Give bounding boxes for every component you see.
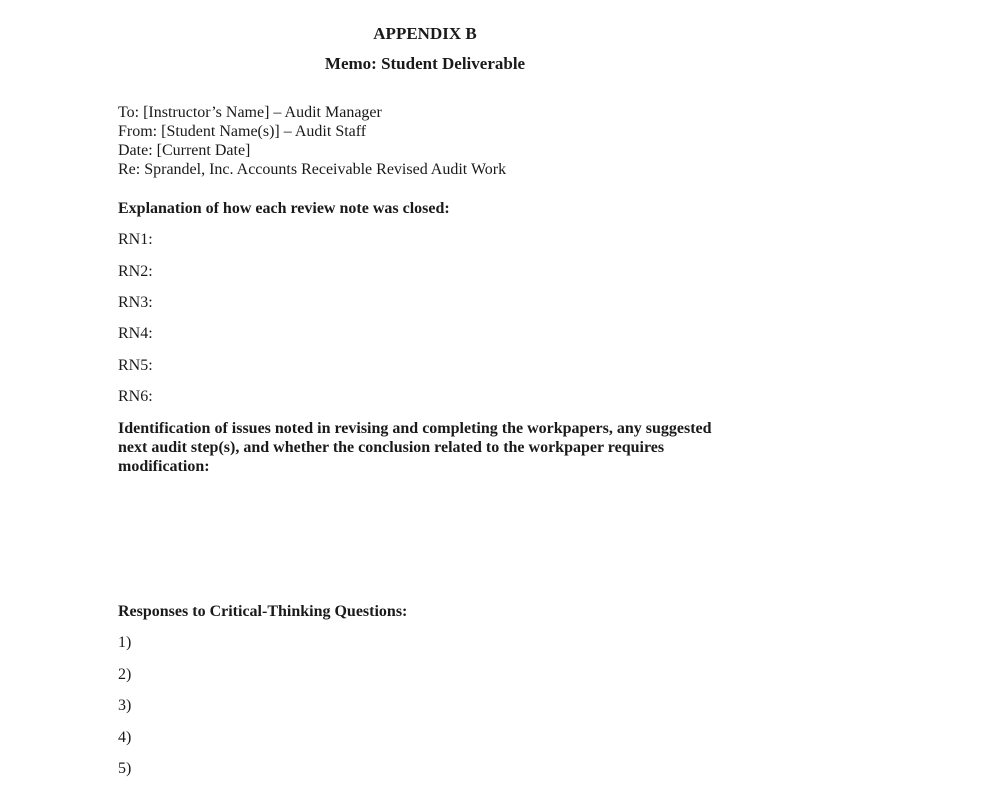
question-number: 3) [118, 697, 132, 714]
identification-heading: Identification of issues noted in revising and completing the workpapers, any suggested next audit step(s), and whether the conclusion related to the workpaper requires modification: [118, 420, 712, 475]
explanation-heading: Explanation of how each review note was closed: [118, 200, 450, 217]
question-number: 5) [118, 760, 132, 777]
appendix-title: APPENDIX B [373, 24, 477, 43]
memo-to-line: To: [Instructor’s Name] – Audit Manager [118, 104, 382, 121]
review-note-label: RN6: [118, 388, 153, 405]
review-note-label: RN4: [118, 325, 153, 342]
review-note-label: RN1: [118, 231, 153, 248]
review-note-label: RN3: [118, 294, 153, 311]
memo-title: Memo: Student Deliverable [324, 54, 526, 73]
memo-header [118, 103, 506, 179]
question-number: 4) [118, 729, 132, 746]
question-number: 2) [118, 666, 132, 683]
review-note-label: RN5: [118, 357, 153, 374]
memo-date-line: Date: [Current Date] [118, 142, 251, 159]
question-number: 1) [118, 634, 132, 651]
memo-from-line: From: [Student Name(s)] – Audit Staff [118, 123, 367, 140]
memo-re-line: Re: Sprandel, Inc. Accounts Receivable Revised Audit Work [118, 161, 507, 178]
review-note-label: RN2: [118, 263, 153, 280]
responses-heading: Responses to Critical-Thinking Questions: [118, 603, 408, 620]
